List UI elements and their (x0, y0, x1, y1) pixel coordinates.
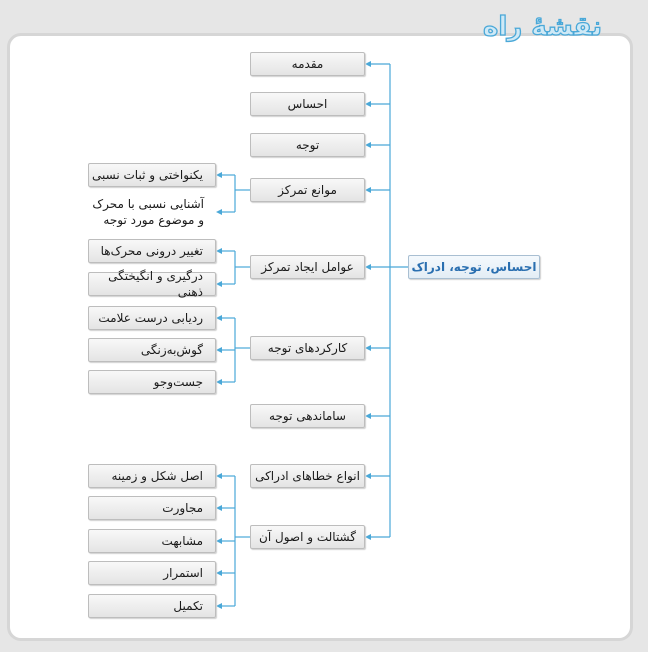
subtopic-vigilance: گوش‌به‌زنگی (88, 338, 216, 362)
topic-attention-organization: ساماندهی توجه (250, 404, 365, 428)
subtopic-continuity: استمرار (88, 561, 216, 585)
topic-perceptual-errors: انواع خطاهای ادراکی (250, 464, 365, 488)
subtopic-search: جست‌وجو (88, 370, 216, 394)
subtopic-proximity: مجاورت (88, 496, 216, 520)
subtopic-closure: تکمیل (88, 594, 216, 618)
topic-focus-factors: عوامل ایجاد تمرکز (250, 255, 365, 279)
subtopic-stimulus-change: تغییر درونی محرک‌ها (88, 239, 216, 263)
topic-focus-barriers: موانع تمرکز (250, 178, 365, 202)
subtopic-similarity: مشابهت (88, 529, 216, 553)
topic-attention-functions: کارکردهای توجه (250, 336, 365, 360)
root-node: احساس، توجه، ادراک (408, 255, 540, 279)
page-title: نقشهٔ راه (483, 12, 602, 42)
topic-attention: توجه (250, 133, 365, 157)
topic-sensation: احساس (250, 92, 365, 116)
subtopic-mental-engagement: درگیری و انگیختگی ذهنی (88, 272, 216, 296)
subtopic-figure-ground: اصل شکل و زمینه (88, 464, 216, 488)
subtopic-signal-detection: ردیابی درست علامت (88, 306, 216, 330)
topic-introduction: مقدمه (250, 52, 365, 76)
subtopic-familiarity: آشنایی نسبی با محرک و موضوع مورد توجه (88, 196, 216, 232)
subtopic-uniformity: یکنواختی و ثبات نسبی (88, 163, 216, 187)
topic-gestalt: گشتالت و اصول آن (250, 525, 365, 549)
